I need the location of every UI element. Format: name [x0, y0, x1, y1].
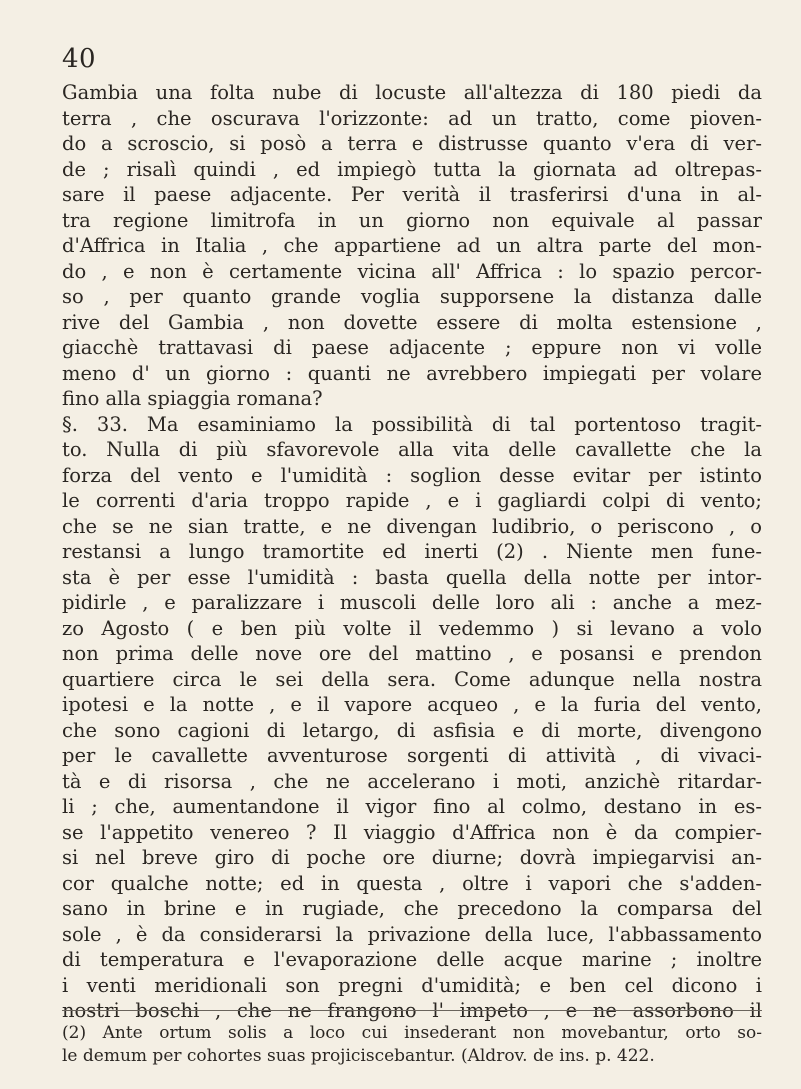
- body-text: [62, 80, 762, 1024]
- text-line: do a scroscio, si posò a terra e distrusse quanto v'era di ver-: [62, 132, 762, 155]
- section-start-line: §. 33. Ma esaminiamo la possibilità di tal portentoso tragit-: [62, 412, 762, 436]
- text-line: che sono cagioni di letargo, di asfisia e di morte, divengono: [62, 718, 762, 742]
- text-line: tra regione limitrofa in un giorno non equivale al passar: [62, 208, 762, 232]
- text-line: de ; risalì quindi , ed impiegò tutta la giornata ad oltrepas-: [62, 157, 762, 181]
- paragraph-end-line: fino alla spiaggia romana?: [62, 387, 323, 410]
- footnote-line: le demum per cohortes suas projiciscebantur. (Aldrov. de ins. p. 422.: [62, 1046, 655, 1066]
- text-line: li ; che, aumentandone il vigor fino al colmo, destano in es-: [62, 795, 762, 818]
- text-line: sta è per esse l'umidità : basta quella della notte per intor-: [62, 565, 762, 589]
- text-line: do , e non è certamente vicina all' Affrica : lo spazio percor-: [62, 259, 762, 283]
- text-line: sano in brine e in rugiade, che precedono la comparsa del: [62, 897, 762, 920]
- text-line: che se ne sian tratte, e ne divengan ludibrio, o periscono , o: [62, 514, 762, 538]
- text-line: le correnti d'aria troppo rapide , e i gagliardi colpi di vento;: [62, 489, 762, 512]
- text-line: sare il paese adjacente. Per verità il trasferirsi d'una in al-: [62, 183, 762, 206]
- text-line: to. Nulla di più sfavorevole alla vita delle cavallette che la: [62, 438, 762, 461]
- text-line: Gambia una folta nube di locuste all'altezza di 180 piedi da: [62, 81, 762, 104]
- footnote-rule: [62, 1010, 762, 1011]
- text-line: per le cavallette avventurose sorgenti di attività , di vivaci-: [62, 744, 762, 767]
- text-line: i venti meridionali son pregni d'umidità; e ben cel dicono i: [62, 973, 762, 997]
- footnote-line: (2) Ante ortum solis a loco cui insederant non movebantur, orto so-: [62, 1023, 762, 1043]
- text-line: quartiere circa le sei della sera. Come adunque nella nostra: [62, 667, 762, 691]
- text-line: tà e di risorsa , che ne accelerano i moti, anzichè ritardar-: [62, 769, 762, 793]
- text-line: forza del vento e l'umidità : soglion desse evitar per istinto: [62, 463, 762, 487]
- text-line: di temperatura e l'evaporazione delle acque marine ; inoltre: [62, 948, 762, 971]
- text-line: meno d' un giorno : quanti ne avrebbero impiegati per volare: [62, 361, 762, 385]
- text-line: pidirle , e paralizzare i muscoli delle loro ali : anche a mez-: [62, 591, 762, 614]
- text-line: non prima delle nove ore del mattino , e posansi e prendon: [62, 642, 762, 665]
- text-line: cor qualche notte; ed in questa , oltre i vapori che s'adden-: [62, 871, 762, 895]
- text-line: so , per quanto grande voglia supporsene la distanza dalle: [62, 285, 762, 308]
- text-line: giacchè trattavasi di paese adjacente ; eppure non vi volle: [62, 336, 762, 359]
- text-line: rive del Gambia , non dovette essere di molta estensione ,: [62, 310, 762, 334]
- text-line: se l'appetito venereo ? Il viaggio d'Affrica non è da compier-: [62, 820, 762, 844]
- footnote: [62, 1022, 762, 1068]
- page-number: 40: [62, 44, 97, 74]
- text-line: sole , è da considerarsi la privazione della luce, l'abbassamento: [62, 922, 762, 946]
- text-line: terra , che oscurava l'orizzonte: ad un tratto, come pioven-: [62, 106, 762, 130]
- text-line: nostri boschi , che ne frangono l' impeto , e ne assorbono il: [62, 999, 762, 1022]
- text-line: zo Agosto ( e ben più volte il vedemmo ) si levano a volo: [62, 616, 762, 640]
- text-line: ipotesi e la notte , e il vapore acqueo , e la furia del vento,: [62, 693, 762, 716]
- text-line: restansi a lungo tramortite ed inerti (2) . Niente men fune-: [62, 540, 762, 563]
- text-line: d'Affrica in Italia , che appartiene ad un altra parte del mon-: [62, 234, 762, 257]
- text-line: si nel breve giro di poche ore diurne; dovrà impiegarvisi an-: [62, 846, 762, 869]
